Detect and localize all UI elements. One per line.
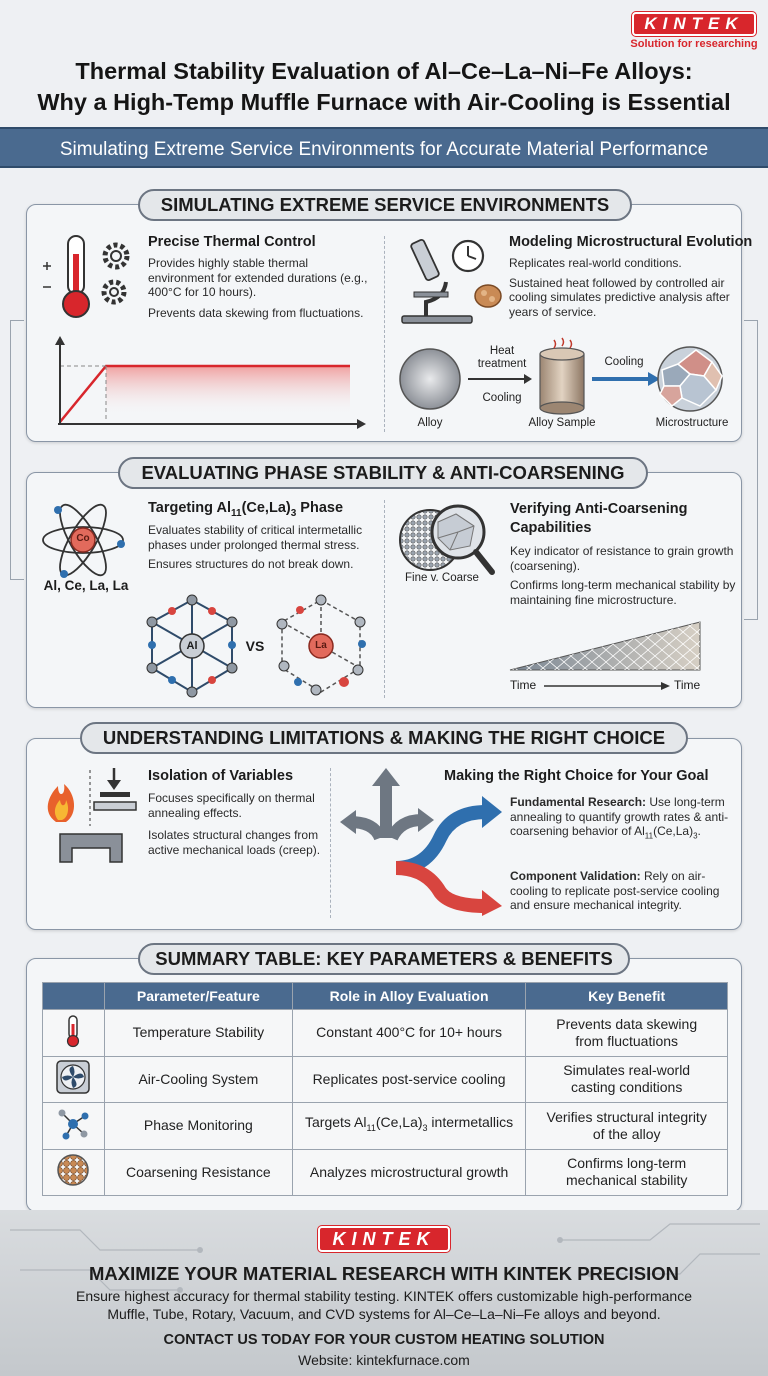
footer-line-2: Muffle, Tube, Rotary, Vacuum, and CVD systems for Al–Ce–La–Ni–Fe alloys and beyond.	[107, 1305, 661, 1322]
fine-coarse-label: Fine v. Coarse	[405, 572, 479, 584]
title-part-1: Targeting Al	[148, 500, 231, 516]
page-title	[0, 56, 768, 118]
footer-line-1: Ensure highest accuracy for thermal stability testing. KINTEK offers customizable high-performance	[75, 1288, 692, 1304]
table-header-row	[43, 983, 728, 1010]
right-connector	[744, 320, 758, 620]
choice-component-text: Rely on air-cooling to replicate post-service cooling and ensure mechanical integrity.	[510, 869, 720, 912]
isolation-p1: Focuses specifically on thermal annealing effects.	[148, 791, 315, 820]
section-summary-heading: SUMMARY TABLE: KEY PARAMETERS & BENEFITS	[138, 943, 630, 975]
summary-table	[42, 982, 728, 1196]
modeling-micro-text	[509, 256, 737, 319]
time-right-label: Time	[674, 678, 701, 692]
fan-icon	[56, 1060, 90, 1094]
process-label-alloy: Alloy	[417, 417, 443, 429]
precise-thermal-p1: Provides highly stable thermal environment for extended durations (e.g., 400°C for 10 hours).	[148, 256, 368, 299]
footer-cta: CONTACT US TODAY FOR YOUR CUSTOM HEATING SOLUTION	[163, 1332, 605, 1348]
modeling-micro-p2: Sustained heat followed by controlled air cooling simulates predictive analysis after years of service.	[509, 275, 730, 319]
table-cell-icon	[43, 1010, 105, 1057]
title-line-2: Why a High-Temp Muffle Furnace with Air-Cooling is Essential	[37, 89, 731, 115]
microscope-clock-icon	[396, 232, 506, 326]
role-sub: 11	[366, 1123, 376, 1134]
role-part: (Ce,La)	[375, 1114, 423, 1131]
benefit-line: Confirms long-term	[567, 1155, 687, 1172]
table-cell	[526, 1103, 728, 1150]
choice-component	[510, 869, 738, 913]
temperature-profile-graph	[48, 336, 368, 432]
table-row	[43, 1149, 728, 1196]
footer-website[interactable]: Website: kintekfurnace.com	[298, 1352, 470, 1368]
grain-icon	[56, 1153, 90, 1187]
footer-logo: KINTEK	[318, 1226, 450, 1252]
table-cell: Air-Cooling System	[104, 1056, 292, 1103]
table-row	[43, 1010, 728, 1057]
stable-lattice-label: Al	[186, 640, 198, 652]
choice-sub-2: 3	[693, 831, 698, 841]
benefit-line: Simulates real-world	[563, 1062, 691, 1079]
versus-label: VS	[245, 638, 265, 654]
title-sub-1: 11	[230, 507, 242, 519]
heat-label-line1: Heat	[489, 345, 515, 357]
table-header: Parameter/Feature	[104, 983, 292, 1010]
flame-press-icon	[36, 766, 146, 866]
table-cell-icon	[43, 1149, 105, 1196]
process-label-micro: Microstructure	[655, 417, 729, 429]
targeting-phase-text	[148, 523, 380, 572]
table-cell-icon	[43, 1056, 105, 1103]
targeting-phase-title	[148, 500, 343, 519]
heat-label-line2: treatment	[477, 358, 527, 370]
benefit-line: Prevents data skewing	[556, 1015, 698, 1032]
table-header: Role in Alloy Evaluation	[292, 983, 526, 1010]
time-left-label: Time	[510, 678, 537, 692]
table-cell	[526, 1056, 728, 1103]
table-cell: Phase Monitoring	[104, 1103, 292, 1150]
process-label-heat	[466, 345, 538, 371]
title-line-1: Thermal Stability Evaluation of Al–Ce–La–Ni–Fe Alloys:	[75, 58, 693, 84]
choice-fundamental	[510, 795, 738, 844]
modeling-micro-p1: Replicates real-world conditions.	[509, 256, 682, 270]
modeling-micro-title: Modeling Microstructural Evolution	[509, 234, 753, 250]
role-part: intermetallics	[427, 1114, 514, 1131]
process-label-sample: Alloy Sample	[528, 417, 596, 429]
title-part-3: Phase	[296, 500, 344, 516]
precise-thermal-p2: Prevents data skewing from fluctuations.	[148, 305, 364, 320]
section-simulating-heading: SIMULATING EXTREME SERVICE ENVIRONMENTS	[138, 189, 632, 221]
table-header: Key Benefit	[526, 983, 728, 1010]
process-flow-diagram	[396, 336, 736, 418]
section-phase-heading: EVALUATING PHASE STABILITY & ANTI-COARSENING	[118, 457, 648, 489]
thermometer-icon	[63, 1014, 83, 1048]
process-label-cooling: Cooling	[604, 356, 644, 368]
anti-coarsening-title-1: Verifying Anti-Coarsening	[510, 501, 688, 517]
anti-coarsening-title	[510, 500, 688, 538]
broken-lattice-label: La	[315, 640, 327, 651]
table-cell	[526, 1010, 728, 1057]
isolation-text	[148, 791, 326, 857]
footer-text	[0, 1288, 768, 1323]
decision-arrows-icon	[336, 768, 506, 916]
choice-sub-1: 11	[644, 831, 654, 841]
section-limitations-heading: UNDERSTANDING LIMITATIONS & MAKING THE RIGHT CHOICE	[80, 722, 688, 754]
choice-mid: (Ce,La)	[653, 824, 694, 838]
role-sub: 3	[422, 1123, 428, 1134]
anti-coarsening-p2: Confirms long-term mechanical stability by maintaining fine microstructure.	[510, 578, 736, 607]
footer-title: MAXIMIZE YOUR MATERIAL RESEARCH WITH KINTEK PRECISION	[89, 1263, 679, 1284]
molecule-icon	[56, 1107, 90, 1141]
section3-divider	[330, 768, 331, 918]
title-sub-2: 3	[290, 507, 297, 519]
brand-tagline: Solution for researching	[630, 38, 758, 50]
table-row	[43, 1103, 728, 1150]
section2-divider	[384, 500, 385, 698]
benefit-line: from fluctuations	[575, 1032, 679, 1049]
right-choice-title: Making the Right Choice for Your Goal	[444, 768, 709, 784]
elements-label: Al, Ce, La, La	[43, 578, 129, 593]
role-part: Targets Al	[305, 1114, 367, 1131]
choice-component-label: Component Validation:	[510, 869, 641, 883]
isolation-p2: Isolates structural changes from active mechanical loads (creep).	[148, 828, 321, 857]
table-cell	[526, 1149, 728, 1196]
precise-thermal-title: Precise Thermal Control	[148, 234, 316, 250]
choice-fundamental-label: Fundamental Research:	[510, 795, 647, 809]
atom-label: Co	[76, 533, 90, 544]
targeting-phase-p1: Evaluates stability of critical intermetallic phases under prolonged thermal stress.	[148, 523, 363, 552]
table-cell: Analyzes microstructural growth	[292, 1149, 526, 1196]
anti-coarsening-title-2: Capabilities	[510, 520, 592, 536]
benefit-line: mechanical stability	[565, 1172, 688, 1189]
benefit-line: Verifies structural integrity	[546, 1108, 707, 1125]
choice-fundamental-text: Use long-term annealing to quantify growth rates & anti-coarsening behavior of Al	[510, 795, 729, 838]
benefit-line: of the alloy	[592, 1125, 661, 1142]
table-cell-icon	[43, 1103, 105, 1150]
table-cell: Replicates post-service cooling	[292, 1056, 526, 1103]
precise-thermal-text	[148, 256, 373, 320]
table-cell: Temperature Stability	[104, 1010, 292, 1057]
subtitle-banner: Simulating Extreme Service Environments for Accurate Material Performance	[0, 127, 768, 168]
brand-logo: KINTEK	[632, 12, 756, 36]
time-arrow	[542, 680, 672, 692]
table-row	[43, 1056, 728, 1103]
table-cell: Constant 400°C for 10+ hours	[292, 1010, 526, 1057]
isolation-title: Isolation of Variables	[148, 768, 294, 784]
thermometer-gears-icon	[38, 232, 138, 322]
anti-coarsening-text	[510, 544, 736, 607]
benefit-line: casting conditions	[571, 1079, 683, 1096]
choice-end: .	[697, 824, 701, 838]
table-header-icon	[43, 983, 105, 1010]
left-connector	[10, 320, 24, 580]
table-cell: Coarsening Resistance	[104, 1149, 292, 1196]
grain-growth-wedge	[508, 620, 702, 674]
process-label-cooling-under: Cooling	[482, 392, 522, 404]
anti-coarsening-p1: Key indicator of resistance to grain growth (coarsening).	[510, 544, 734, 573]
title-part-2: (Ce,La)	[241, 500, 291, 516]
targeting-phase-p2: Ensures structures do not break down.	[148, 557, 354, 571]
table-cell	[292, 1103, 526, 1150]
section1-divider	[384, 236, 385, 432]
